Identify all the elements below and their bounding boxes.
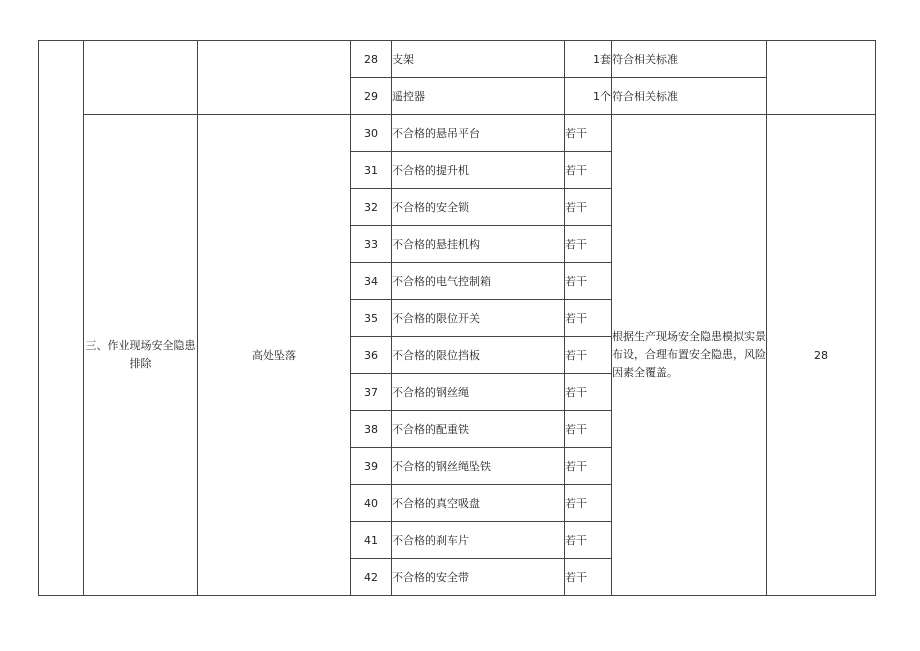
item-name: 不合格的悬挂机构 <box>392 226 565 263</box>
item-quantity: 若干 <box>565 485 612 522</box>
blank-left-cell <box>39 41 84 596</box>
item-name: 遥控器 <box>392 78 565 115</box>
item-name: 不合格的安全带 <box>392 559 565 596</box>
section-category: 三、作业现场安全隐患排除 <box>84 115 198 596</box>
item-number: 32 <box>351 189 392 226</box>
item-quantity: 若干 <box>565 559 612 596</box>
item-name: 不合格的提升机 <box>392 152 565 189</box>
item-quantity: 1个 <box>565 78 612 115</box>
item-quantity: 若干 <box>565 115 612 152</box>
blank-total-cell <box>767 41 876 115</box>
blank-hazard-cell <box>198 41 351 115</box>
item-quantity: 若干 <box>565 226 612 263</box>
item-name: 不合格的刹车片 <box>392 522 565 559</box>
item-name: 不合格的真空吸盘 <box>392 485 565 522</box>
item-number: 42 <box>351 559 392 596</box>
item-name: 不合格的电气控制箱 <box>392 263 565 300</box>
table-row <box>39 41 876 78</box>
item-number: 34 <box>351 263 392 300</box>
item-number: 40 <box>351 485 392 522</box>
item-quantity: 若干 <box>565 374 612 411</box>
item-quantity: 若干 <box>565 337 612 374</box>
item-number: 41 <box>351 522 392 559</box>
item-quantity: 1套 <box>565 41 612 78</box>
blank-category-cell <box>84 41 198 115</box>
item-name: 不合格的安全锁 <box>392 189 565 226</box>
item-standard: 符合相关标准 <box>612 41 767 78</box>
item-number: 35 <box>351 300 392 337</box>
item-quantity: 若干 <box>565 152 612 189</box>
item-quantity: 若干 <box>565 448 612 485</box>
item-standard: 符合相关标准 <box>612 78 767 115</box>
section-total: 28 <box>767 115 876 596</box>
item-number: 33 <box>351 226 392 263</box>
hazard-type: 高处坠落 <box>198 115 351 596</box>
equipment-table <box>38 40 876 596</box>
item-name: 不合格的配重铁 <box>392 411 565 448</box>
item-quantity: 若干 <box>565 189 612 226</box>
item-name: 不合格的钢丝绳 <box>392 374 565 411</box>
table-row <box>39 115 876 152</box>
item-number: 29 <box>351 78 392 115</box>
item-name: 不合格的钢丝绳坠铁 <box>392 448 565 485</box>
item-number: 28 <box>351 41 392 78</box>
item-quantity: 若干 <box>565 522 612 559</box>
item-quantity: 若干 <box>565 411 612 448</box>
item-name: 不合格的限位开关 <box>392 300 565 337</box>
item-name: 不合格的限位挡板 <box>392 337 565 374</box>
item-quantity: 若干 <box>565 300 612 337</box>
item-number: 36 <box>351 337 392 374</box>
item-quantity: 若干 <box>565 263 612 300</box>
item-number: 39 <box>351 448 392 485</box>
item-number: 38 <box>351 411 392 448</box>
section-description: 根据生产现场安全隐患模拟实景布设，合理布置安全隐患，风险因素全覆盖。 <box>612 115 767 596</box>
item-number: 30 <box>351 115 392 152</box>
item-name: 不合格的悬吊平台 <box>392 115 565 152</box>
item-number: 31 <box>351 152 392 189</box>
item-number: 37 <box>351 374 392 411</box>
item-name: 支架 <box>392 41 565 78</box>
